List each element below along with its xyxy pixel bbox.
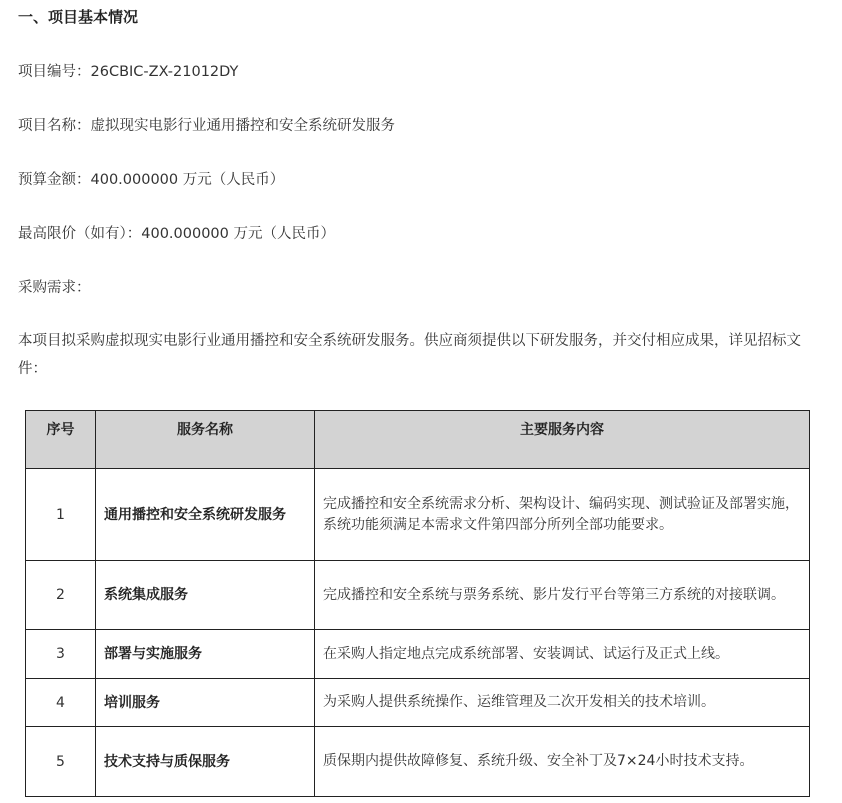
project-number: 项目编号：26CBIC-ZX-21012DY (18, 64, 239, 80)
section-heading: 一、项目基本情况 (18, 8, 139, 26)
header-service-content: 主要服务内容 (315, 411, 810, 469)
budget-amount: 预算金额：400.000000 万元（人民币） (18, 172, 285, 188)
row-service-content: 完成播控和安全系统需求分析、架构设计、编码实现、测试验证及部署实施，系统功能须满足本需求文件第四部分所列全部功能要求。 (315, 469, 810, 561)
header-service-name: 服务名称 (96, 411, 315, 469)
procurement-demand-label: 采购需求： (18, 280, 91, 296)
max-price: 最高限价（如有）：400.000000 万元（人民币） (18, 226, 335, 242)
procurement-intro: 本项目拟采购虚拟现实电影行业通用播控和安全系统研发服务。供应商须提供以下研发服务，并交付相应成果，详见招标文件： (18, 333, 801, 377)
project-name: 项目名称：虚拟现实电影行业通用播控和安全系统研发服务 (18, 118, 395, 134)
row-service-content: 质保期内提供故障修复、系统升级、安全补丁及7×24小时技术支持。 (315, 727, 810, 797)
row-service-name: 通用播控和安全系统研发服务 (96, 469, 315, 561)
row-service-name: 部署与实施服务 (96, 630, 315, 679)
row-service-content: 为采购人提供系统操作、运维管理及二次开发相关的技术培训。 (315, 679, 810, 727)
row-service-content: 完成播控和安全系统与票务系统、影片发行平台等第三方系统的对接联调。 (315, 561, 810, 630)
row-serial: 2 (26, 561, 96, 630)
row-serial: 1 (26, 469, 96, 561)
table-row (26, 727, 810, 797)
row-service-name: 技术支持与质保服务 (96, 727, 315, 797)
table-row (26, 679, 810, 727)
row-serial: 3 (26, 630, 96, 679)
header-serial: 序号 (26, 411, 96, 469)
row-serial: 5 (26, 727, 96, 797)
services-table (25, 410, 810, 797)
table-header-row (26, 411, 810, 469)
table-row (26, 469, 810, 561)
table-row (26, 561, 810, 630)
row-service-name: 系统集成服务 (96, 561, 315, 630)
row-service-name: 培训服务 (96, 679, 315, 727)
row-service-content: 在采购人指定地点完成系统部署、安装调试、试运行及正式上线。 (315, 630, 810, 679)
table-row (26, 630, 810, 679)
row-serial: 4 (26, 679, 96, 727)
